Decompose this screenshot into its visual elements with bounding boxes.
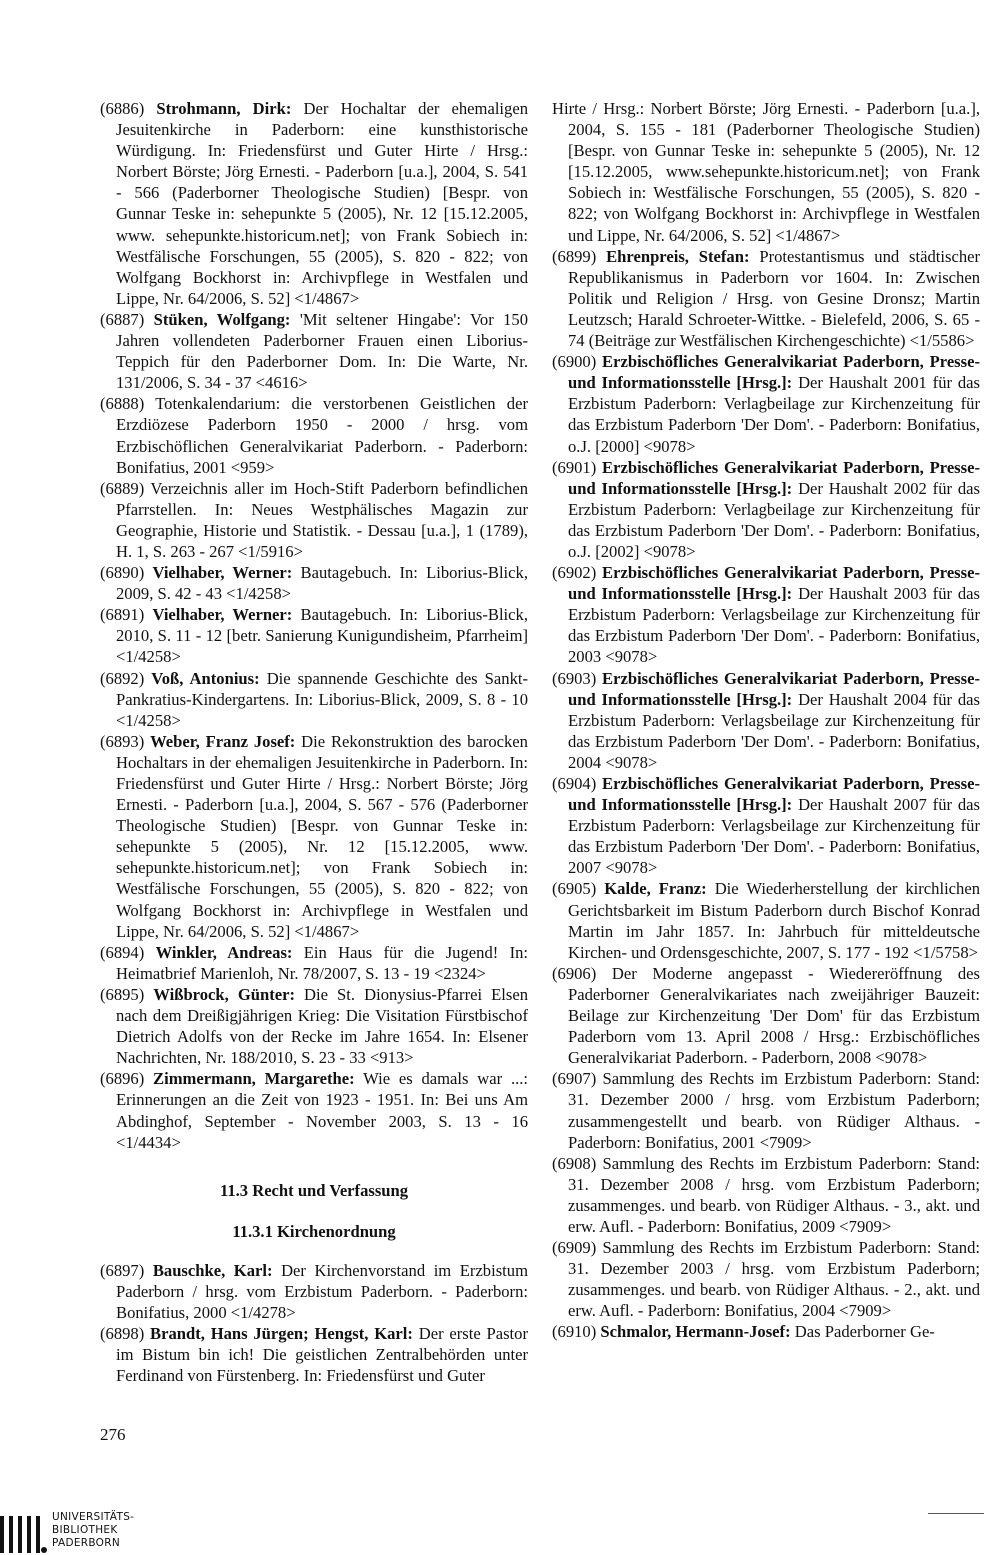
entry-number: (6910) — [552, 1322, 597, 1342]
entry-number: (6897) — [100, 1260, 145, 1280]
entry-text: Bautagebuch. In: Liborius-Blick, 2010, S. 11 - 12 [betr. Sanierung Kunigundisheim, Pfarrheim] <1/4258> — [116, 605, 528, 667]
footer-divider — [928, 1513, 984, 1514]
entry-author: Schmalor, Hermann-Josef: — [600, 1322, 791, 1342]
entry-text: Die spannende Geschichte des Sankt-Pankratius-Kindergartens. In: Liborius-Blick, 2009, S. 8 - 10 <1/4258> — [116, 668, 528, 730]
entry-author: Stüken, Wolfgang: — [153, 309, 291, 329]
entry-number: (6888) — [100, 394, 145, 414]
entry-text: Der Haushalt 2007 für das Erzbistum Paderborn: Verlagsbeilage zur Kirchenzeitung für das Erzbistum Paderborn 'Der Dom'. - Paderborn: Bonifatius, 2007 <9078> — [568, 795, 980, 878]
entry-author: Weber, Franz Josef: — [150, 731, 296, 751]
entry-text: Der Kirchenvorstand im Erzbistum Paderborn / hrsg. vom Erzbistum Paderborn. - Paderborn: Bonifatius, 2000 <1/4278> — [116, 1260, 528, 1323]
entry-number: (6907) — [552, 1069, 597, 1089]
entry-author: Brandt, Hans Jürgen; Hengst, Karl: — [150, 1324, 413, 1344]
entry-text: Protestantismus und städtischer Republikanismus in Paderborn vor 1604. In: Zwischen Politik und Religion / Hrsg. von Gesine Dronsz; Martin Leutzsch; Harald Schroeter-Wittke. - Bielefeld, 2006, S. 65 - 74 (Beiträge zur Westfälischen Kirchengeschichte) <1/5586> — [568, 246, 981, 351]
bibliography-entry — [552, 351, 980, 456]
bibliography-entry — [552, 963, 980, 1068]
entry-number: (6899) — [552, 246, 597, 266]
bibliography-entry — [100, 1260, 528, 1323]
entry-number: (6890) — [100, 563, 145, 583]
entry-number: (6906) — [552, 963, 597, 983]
bibliography-entry — [552, 773, 980, 878]
entry-number: (6886) — [100, 99, 145, 118]
bibliography-entry — [100, 731, 528, 942]
entry-number: (6896) — [100, 1069, 145, 1089]
bibliography-entry — [100, 98, 528, 309]
entry-author: Vielhaber, Werner: — [152, 605, 293, 625]
entry-number: (6908) — [552, 1153, 597, 1173]
entry-number: (6895) — [100, 984, 145, 1004]
entry-author: Kalde, Franz: — [604, 879, 707, 899]
entry-text: Der Haushalt 2001 für das Erzbistum Paderborn: Verlagbeilage zur Kirchenzeitung für das Erzbistum Paderborn 'Der Dom'. - Paderborn: Bonifatius, o.J. [2000] <9078> — [568, 373, 980, 456]
entry-author: Wißbrock, Günter: — [153, 984, 295, 1004]
entry-text: Die St. Dionysius-Pfarrei Elsen nach dem Dreißigjährigen Krieg: Die Visitation Fürstbischof Dietrich Adolfs von der Recke im Jahre 1654. In: Elsener Nachrichten, Nr. 188/2010, S. 23 - 33 <913> — [116, 984, 528, 1068]
entry-text: Die Wiederherstellung der kirchlichen Gerichtsbarkeit im Bistum Paderborn durch Bischof Konrad Martin im Jahr 1857. In: Jahrbuch für mitteldeutsche Kirchen- und Ordensgeschichte, 2007, S. 177 - 192 <1/5758> — [568, 879, 981, 962]
entry-number: (6889) — [100, 478, 145, 498]
entry-number: (6905) — [552, 879, 597, 899]
entry-text: Ein Haus für die Jugend! In: Heimatbrief Marienloh, Nr. 78/2007, S. 13 - 19 <2324> — [116, 942, 528, 983]
bibliography-entry — [552, 878, 980, 962]
library-logo-text — [52, 1511, 134, 1550]
entry-text: Totenkalendarium: die verstorbenen Geistlichen der Erzdiözese Paderborn 1950 - 2000 / hrsg. vom Erzbischöflichen Generalvikariat Paderborn. - Paderborn: Bonifatius, 2001 <959> — [116, 394, 528, 477]
bibliography-entry — [552, 562, 980, 667]
entry-number: (6901) — [552, 457, 597, 477]
entry-author: Erzbischöfliches Generalvikariat Paderborn, Presse- und Informationsstelle [Hrsg.]: — [568, 352, 980, 393]
entry-number: (6887) — [100, 309, 145, 329]
bibliography-entry — [100, 604, 528, 667]
section-heading: 11.3 Recht und Verfassung — [219, 1180, 409, 1200]
bibliography-entry — [552, 1068, 980, 1152]
entry-number: (6891) — [100, 605, 145, 625]
bibliography-entry — [552, 1237, 980, 1321]
entry-author: Vielhaber, Werner: — [152, 563, 293, 583]
entry-text: Der Haushalt 2002 für das Erzbistum Paderborn: Verlagbeilage zur Kirchenzeitung für das Erzbistum Paderborn 'Der Dom'. - Paderborn: Bonifatius, o.J. [2002] <9078> — [568, 478, 980, 561]
bibliography-entry — [100, 942, 528, 984]
entry-text: Sammlung des Rechts im Erzbistum Paderborn: Stand: 31. Dezember 2003 / hrsg. vom Erzbistum Paderborn; zusammenges. und bearb. von Rüdiger Althaus. - 2., akt. und erw. Aufl. - Paderborn: Bonifatius, 2004 <7909> — [568, 1238, 980, 1321]
entry-text: Der Moderne angepasst - Wiedereröffnung des Paderborner Generalvikariates nach zweijähriger Bauzeit: Beilage zur Kirchenzeitung 'Der Dom' für das Erzbistum Paderborn vom 13. April 2008 / Hrsg.: Erzbischöfliches Generalvikariat Paderborn. - Paderborn, 2008 <9078> — [568, 963, 980, 1068]
bibliography-entry — [552, 1153, 980, 1237]
entry-number: (6898) — [100, 1324, 145, 1344]
entry-author: Winkler, Andreas: — [155, 942, 293, 962]
right-column — [552, 98, 980, 1343]
entry-author: Bauschke, Karl: — [152, 1260, 273, 1280]
bibliography-entry — [552, 1321, 980, 1342]
entry-number: (6904) — [552, 774, 597, 793]
bibliography-entry — [100, 393, 528, 477]
bibliography-entry — [100, 309, 528, 393]
entry-author: Erzbischöfliches Generalvikariat Paderborn, Presse- und Informationsstelle [Hrsg.]: — [568, 563, 980, 604]
bibliography-entry — [100, 1323, 528, 1386]
entry-number: (6903) — [552, 668, 597, 688]
logo-line-3: PADERBORN — [52, 1537, 120, 1549]
logo-line-1: UNIVERSITÄTS- — [52, 1511, 135, 1523]
page-number: 276 — [100, 1425, 126, 1444]
entry-author: Erzbischöfliches Generalvikariat Paderborn, Presse- und Informationsstelle [Hrsg.]: — [568, 774, 980, 815]
entry-author: Erzbischöfliches Generalvikariat Paderborn, Presse- und Informationsstelle [Hrsg.]: — [568, 668, 980, 709]
entry-number: (6909) — [552, 1238, 597, 1258]
subsection-heading: 11.3.1 Kirchenordnung — [232, 1221, 396, 1241]
entry-number: (6893) — [100, 731, 145, 751]
entry-author: Zimmermann, Margarethe: — [153, 1069, 355, 1089]
entry-text: Verzeichnis aller im Hoch-Stift Paderborn befindlichen Pfarrstellen. In: Neues Westphälisches Magazin zur Geographie, Historie und Statistik. - Dessau [u.a.], 1 (1789), H. 1, S. 263 - 267 <1/5916> — [116, 478, 528, 561]
entry-continuation: Hirte / Hrsg.: Norbert Börste; Jörg Ernesti. - Paderborn [u.a.], 2004, S. 155 - 181 (Paderborner Theologische Studien) [Bespr. von Gunnar Teske in: sehepunkte 5 (2005), Nr. 12 [15.12.2005, www.sehepunkte.historicum.net]; von Frank Sobiech in: Westfälische Forschungen, 55 (2005), S. 820 - 822; von Wolfgang Bockhorst in: Archivpflege in Westfalen und Lippe, Nr. 64/2006, S. 52] <1/4867> — [552, 99, 980, 245]
entry-number: (6894) — [100, 942, 145, 962]
bibliography-entry — [100, 1068, 528, 1152]
entry-number: (6892) — [100, 668, 145, 688]
entry-text: Wie es damals war ...: Erinnerungen an die Zeit von 1923 - 1951. In: Bei uns Am Abdinghof, September - November 2003, S. 13 - 16 <1/4434> — [116, 1069, 528, 1152]
logo-line-2: BIBLIOTHEK — [52, 1524, 118, 1536]
entry-number: (6902) — [552, 563, 597, 583]
left-column — [100, 98, 528, 1386]
entry-author: Ehrenpreis, Stefan: — [606, 246, 750, 266]
entry-author: Strohmann, Dirk: — [156, 99, 292, 118]
entry-text: Sammlung des Rechts im Erzbistum Paderborn: Stand: 31. Dezember 2008 / hrsg. vom Erzbistum Paderborn; zusammenges. und bearb. von Rüdiger Althaus. - 3., akt. und erw. Aufl. - Paderborn: Bonifatius, 2009 <7909> — [568, 1153, 980, 1236]
bibliography-entry — [552, 668, 980, 773]
entry-text: Der Haushalt 2004 für das Erzbistum Paderborn: Verlagsbeilage zur Kirchenzeitung für das Erzbistum Paderborn 'Der Dom'. - Paderborn: Bonifatius, 2004 <9078> — [568, 689, 980, 772]
entry-author: Voß, Antonius: — [151, 668, 260, 688]
entry-text: Das Paderborner Ge- — [794, 1322, 935, 1342]
entry-text: Der erste Pastor im Bistum bin ich! Die geistlichen Zentralbehörden unter Ferdinand von Fürstenberg. In: Friedensfürst und Guter — [116, 1324, 528, 1386]
bibliography-entry — [100, 478, 528, 562]
entry-text: Der Hochaltar der ehemaligen Jesuitenkirche in Paderborn: eine kunsthistorische Würdigung. In: Friedensfürst und Guter Hirte / Hrsg.: Norbert Börste; Jörg Ernesti. - Paderborn [u.a.], 2004, S. 541 - 566 (Paderborner Theologische Studien) [Bespr. von Gunnar Teske in: sehepunkte 5 (2005), Nr. 12 [15.12.2005, www. sehepunkte.historicum.net]; von Frank Sobiech in: Westfälische Forschungen, 55 (2005), S. 820 - 822; von Wolfgang Bockhorst in: Archivpflege in Westfalen und Lippe, Nr. 64/2006, S. 52] <1/4867> — [116, 99, 528, 308]
entry-text: Der Haushalt 2003 für das Erzbistum Paderborn: Verlagsbeilage zur Kirchenzeitung für das Erzbistum Paderborn 'Der Dom'. - Paderborn: Bonifatius, 2003 <9078> — [568, 584, 980, 667]
bibliography-entry — [100, 668, 528, 731]
entry-author: Erzbischöfliches Generalvikariat Paderborn, Presse- und Informationsstelle [Hrsg.]: — [568, 457, 980, 498]
bibliography-entry — [552, 246, 980, 351]
entry-text: Bautagebuch. In: Liborius-Blick, 2009, S. 42 - 43 <1/4258> — [116, 563, 528, 604]
bibliography-entry — [100, 984, 528, 1068]
entry-text: Die Rekonstruktion des barocken Hochaltars in der ehemaligen Jesuitenkirche in Paderborn. In: Friedensfürst und Guter Hirte / Hrsg.: Norbert Börste; Jörg Ernesti. - Paderborn [u.a.], 2004, S. 567 - 576 (Paderborner Theologische Studien) [Bespr. von Gunnar Teske in: sehepunkte 5 (2005), Nr. 12 [15.12.2005, www. sehepunkte.historicum.net]; von Frank Sobiech in: Westfälische Forschungen, 55 (2005), S. 820 - 822; von Wolfgang Bockhorst in: Archivpflege in Westfalen und Lippe, Nr. 64/2006, S. 52] <1/4867> — [116, 731, 528, 941]
entry-number: (6900) — [552, 352, 597, 372]
entry-text: Sammlung des Rechts im Erzbistum Paderborn: Stand: 31. Dezember 2000 / hrsg. vom Erzbistum Paderborn; zusammengestellt und bearb. von Rüdiger Althaus. - Paderborn: Bonifatius, 2001 <7909> — [568, 1069, 980, 1152]
entry-text: 'Mit seltener Hingabe': Vor 150 Jahren vollendeten Paderborner Frauen einen Liborius-Teppich für den Paderborner Dom. In: Die Warte, Nr. 131/2006, S. 34 - 37 <4616> — [116, 309, 528, 393]
bibliography-entry — [552, 457, 980, 562]
bibliography-entry — [100, 562, 528, 604]
